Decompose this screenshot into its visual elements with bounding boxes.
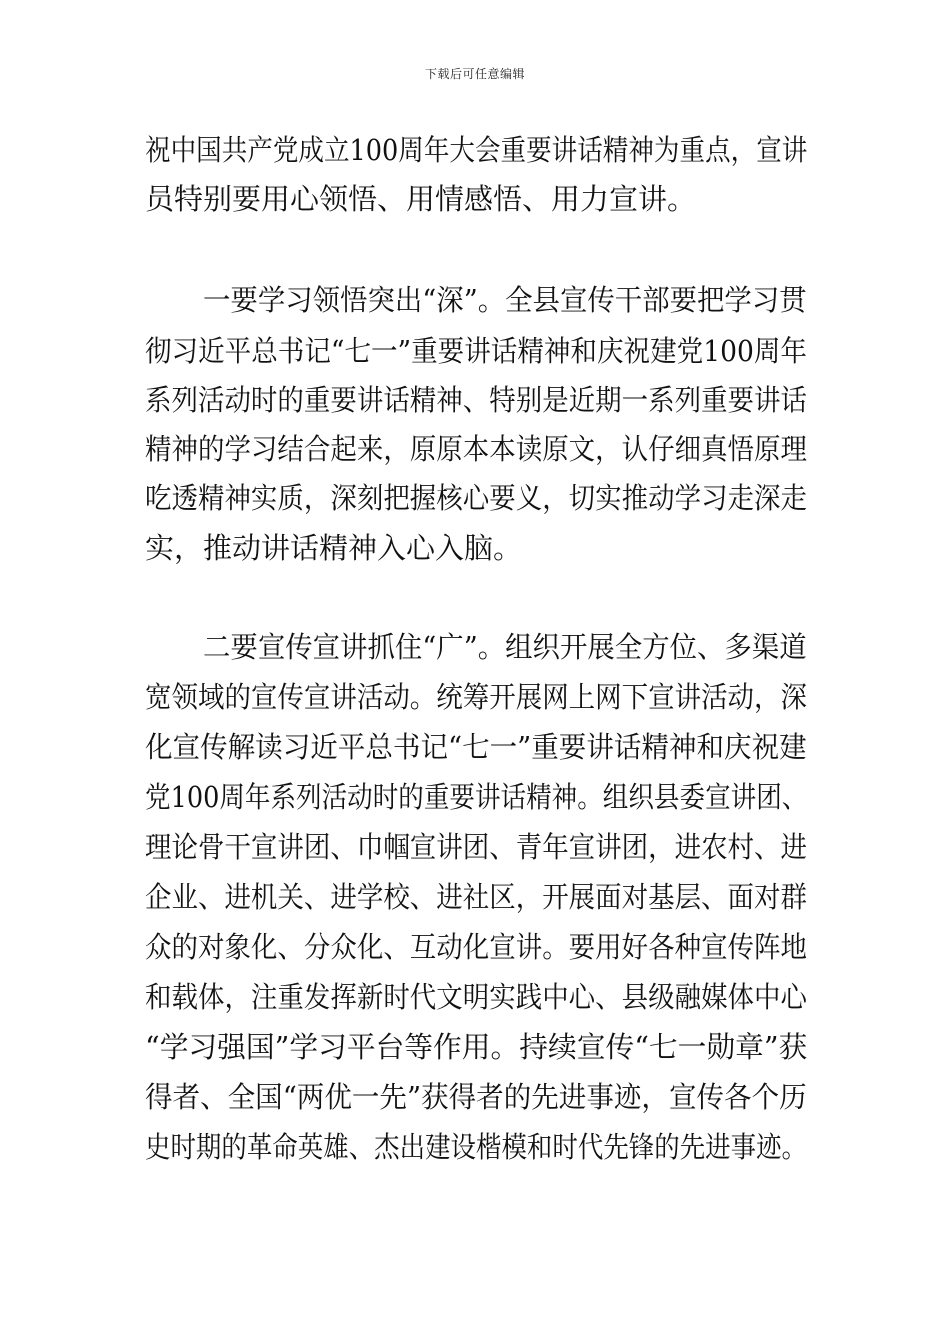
paragraph-line: “学习强国”学习平台等作用。持续宣传“七一勋章”获	[145, 1030, 808, 1064]
paragraph-line: 彻习近平总书记“七一”重要讲话精神和庆祝建党100周年	[145, 334, 807, 368]
paragraph-line: 吃透精神实质，深刻把握核心要义，切实推动学习走深走	[145, 481, 808, 515]
paragraph-line: 史时期的革命英雄、杰出建设楷模和时代先锋的先进事迹。	[145, 1130, 808, 1164]
paragraph-line: 众的对象化、分众化、互动化宣讲。要用好各种宣传阵地	[145, 930, 808, 964]
paragraph-line: 党100周年系列活动时的重要讲话精神。组织县委宣讲团、	[145, 780, 808, 814]
paragraph-line: 和载体，注重发挥新时代文明实践中心、县级融媒体中心	[145, 980, 808, 1014]
paragraph-line: 一要学习领悟突出“深”。全县宣传干部要把学习贯	[203, 283, 807, 317]
paragraph-line: 企业、进机关、进学校、进社区，开展面对基层、面对群	[145, 880, 808, 914]
paragraph-line: 实，推动讲话精神入心入脑。	[145, 531, 523, 565]
paragraph-line: 祝中国共产党成立100周年大会重要讲话精神为重点，宣讲	[145, 133, 808, 167]
page-header: 下载后可任意编辑	[424, 67, 525, 81]
paragraph-line: 得者、全国“两优一先”获得者的先进事迹，宣传各个历	[145, 1080, 807, 1114]
paragraph-line: 宽领域的宣传宣讲活动。统筹开展网上网下宣讲活动，深	[145, 680, 808, 714]
paragraph-line: 化宣传解读习近平总书记“七一”重要讲话精神和庆祝建	[145, 730, 807, 764]
paragraph-line: 精神的学习结合起来，原原本本读原文，认仔细真悟原理	[145, 432, 808, 466]
paragraph-line: 二要宣传宣讲抓住“广”。组织开展全方位、多渠道	[203, 630, 807, 664]
paragraph-line: 系列活动时的重要讲话精神、特别是近期一系列重要讲话	[145, 383, 808, 417]
paragraph-line: 理论骨干宣讲团、巾帼宣讲团、青年宣讲团，进农村、进	[145, 830, 808, 864]
paragraph-line: 员特别要用心领悟、用情感悟、用力宣讲。	[145, 182, 697, 216]
